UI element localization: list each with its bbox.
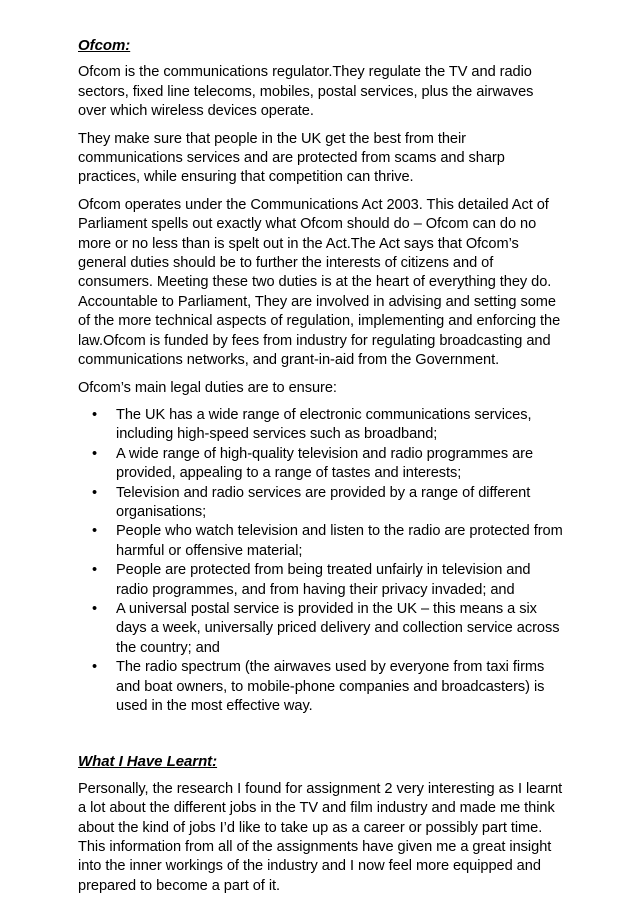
bullet-icon: • xyxy=(92,562,98,579)
list-item-text: The radio spectrum (the airwaves used by everyone from taxi firms and boat owners, to mobile-phone companies and broadcasters) is used in the most effective way. xyxy=(116,659,545,714)
list-item xyxy=(92,484,564,523)
list-item xyxy=(92,658,564,716)
learnt-paragraph: Personally, the research I found for assignment 2 very interesting as I learnt a lot about the different jobs in the TV and film industry and made me think about the kind of jobs I’d like to take up as a career or possibly part time. This information from all of the assignments have given me a great insight into the inner workings of the industry and I now feel more equipped and prepared to become a part of it. xyxy=(78,780,563,894)
ofcom-protection-paragraph: They make sure that people in the UK get the best from their communications services and are protected from scams and sharp practices, while ensuring that competition can thrive. xyxy=(78,130,505,186)
list-item-text: A universal postal service is provided in the UK – this means a six days a week, universally priced delivery and collection service across the country; and xyxy=(116,600,560,656)
learnt-heading: What I Have Learnt: xyxy=(78,753,218,771)
bullet-icon: • xyxy=(92,600,98,617)
list-item-text: Television and radio services are provided by a range of different organisations; xyxy=(116,484,531,520)
duties-list xyxy=(78,406,564,717)
section-spacer xyxy=(78,716,564,752)
list-item-text: People who watch television and listen to the radio are protected from harmful or offensive material; xyxy=(116,523,563,559)
bullet-icon: • xyxy=(92,523,98,540)
bullet-icon: • xyxy=(92,659,98,676)
ofcom-heading: Ofcom: xyxy=(78,37,131,54)
ofcom-intro-paragraph: Ofcom is the communications regulator.They regulate the TV and radio sectors, fixed line telecoms, mobiles, postal services, plus the airwaves over which wireless devices operate. xyxy=(78,64,534,120)
ofcom-act-paragraph: Ofcom operates under the Communications Act 2003. This detailed Act of Parliament spells out exactly what Ofcom should do – Ofcom can do no more or no less than is spelt out in the Act.The Act says that Ofcom’s general duties should be to further the interests of citizens and of consumers. Meeting these two duties is at the heart of everything they do. Accountable to Parliament, They are involved in advising and setting some of the more technical aspects of regulation, implementing and enforcing the law.Ofcom is funded by fees from industry for regulating broadcasting and communications networks, and grant-in-aid from the Government. xyxy=(78,196,561,369)
list-item-text: A wide range of high-quality television and radio programmes are provided, appealing to a range of tastes and interests; xyxy=(116,445,534,482)
list-item xyxy=(92,445,564,484)
list-item xyxy=(92,561,564,600)
bullet-icon: • xyxy=(92,484,98,501)
document-page xyxy=(78,36,564,904)
list-item xyxy=(92,406,564,445)
ofcom-duties-intro: Ofcom’s main legal duties are to ensure: xyxy=(78,379,337,396)
list-item xyxy=(92,600,564,658)
list-item-text: The UK has a wide range of electronic communications services, including high-speed services such as broadband; xyxy=(116,406,532,443)
list-item-text: People are protected from being treated unfairly in television and radio programmes, and from having their privacy invaded; and xyxy=(116,562,531,598)
bullet-icon: • xyxy=(92,406,98,423)
bullet-icon: • xyxy=(92,445,98,462)
list-item xyxy=(92,522,564,561)
